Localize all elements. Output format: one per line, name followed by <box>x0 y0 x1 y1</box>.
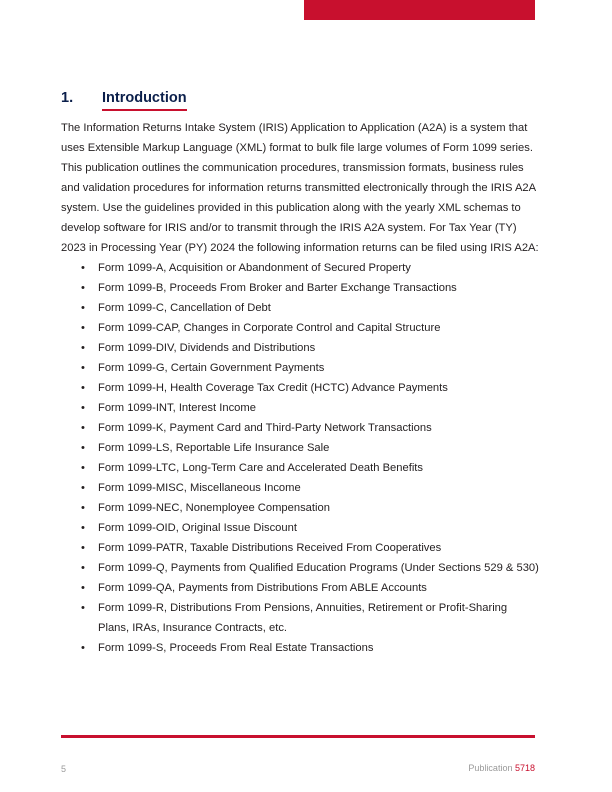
list-item: • Form 1099-Q, Payments from Qualified Education Programs (Under Sections 529 & 530) <box>61 558 541 578</box>
publication-number: 5718 <box>514 763 535 773</box>
list-item: • Form 1099-S, Proceeds From Real Estate Transactions <box>61 638 541 658</box>
list-item: • Form 1099-OID, Original Issue Discount <box>61 518 541 538</box>
intro-paragraph: This publication outlines the communication procedures, transmission formats, business rules and validation procedures for information returns transmitted electronically through the IRIS A2A system. Use the guidelines provided in this publication along with the yearly XML schemas to develop software for IRIS and/or to transmit through the IRIS A2A system. For Tax Year (TY) 2023 in Processing Year (PY) 2024 the following information returns can be filed using IRIS A2A: <box>61 162 539 254</box>
publication-label <box>468 763 535 773</box>
intro-paragraph: The Information Returns Intake System (IRIS) Application to Application (A2A) is a system that uses Extensible Markup Language (XML) format to bulk file large volumes of Form 1099 series. <box>61 122 533 154</box>
list-item: • Form 1099-NEC, Nonemployee Compensation <box>61 498 541 518</box>
section-title: Introduction <box>102 90 187 109</box>
list-item: • Form 1099-H, Health Coverage Tax Credit (HCTC) Advance Payments <box>61 378 541 398</box>
page-number: 5 <box>61 764 67 774</box>
list-item: • Form 1099-CAP, Changes in Corporate Control and Capital Structure <box>61 318 541 338</box>
section-body <box>61 118 541 658</box>
list-item: • Form 1099-INT, Interest Income <box>61 398 541 418</box>
list-item: • Form 1099-LTC, Long-Term Care and Accelerated Death Benefits <box>61 458 541 478</box>
header-accent-bar <box>304 0 535 20</box>
section-number: 1. <box>61 90 74 106</box>
list-item: • Form 1099-MISC, Miscellaneous Income <box>61 478 541 498</box>
list-item: • Form 1099-LS, Reportable Life Insurance Sale <box>61 438 541 458</box>
form-list <box>61 258 541 658</box>
list-item: • Form 1099-K, Payment Card and Third-Party Network Transactions <box>61 418 541 438</box>
list-item: • Form 1099-A, Acquisition or Abandonment of Secured Property <box>61 258 541 278</box>
list-item: • Form 1099-PATR, Taxable Distributions Received From Cooperatives <box>61 538 541 558</box>
list-item: • Form 1099-R, Distributions From Pensions, Annuities, Retirement or Profit-Sharing Plans, IRAs, Insurance Contracts, etc. <box>61 598 541 638</box>
list-item: • Form 1099-G, Certain Government Payments <box>61 358 541 378</box>
list-item: • Form 1099-C, Cancellation of Debt <box>61 298 541 318</box>
list-item: • Form 1099-B, Proceeds From Broker and Barter Exchange Transactions <box>61 278 541 298</box>
publication-name: Publication <box>468 763 513 773</box>
list-item: • Form 1099-QA, Payments from Distributions From ABLE Accounts <box>61 578 541 598</box>
footer-divider <box>61 735 535 738</box>
section-heading <box>61 90 187 109</box>
list-item: • Form 1099-DIV, Dividends and Distributions <box>61 338 541 358</box>
